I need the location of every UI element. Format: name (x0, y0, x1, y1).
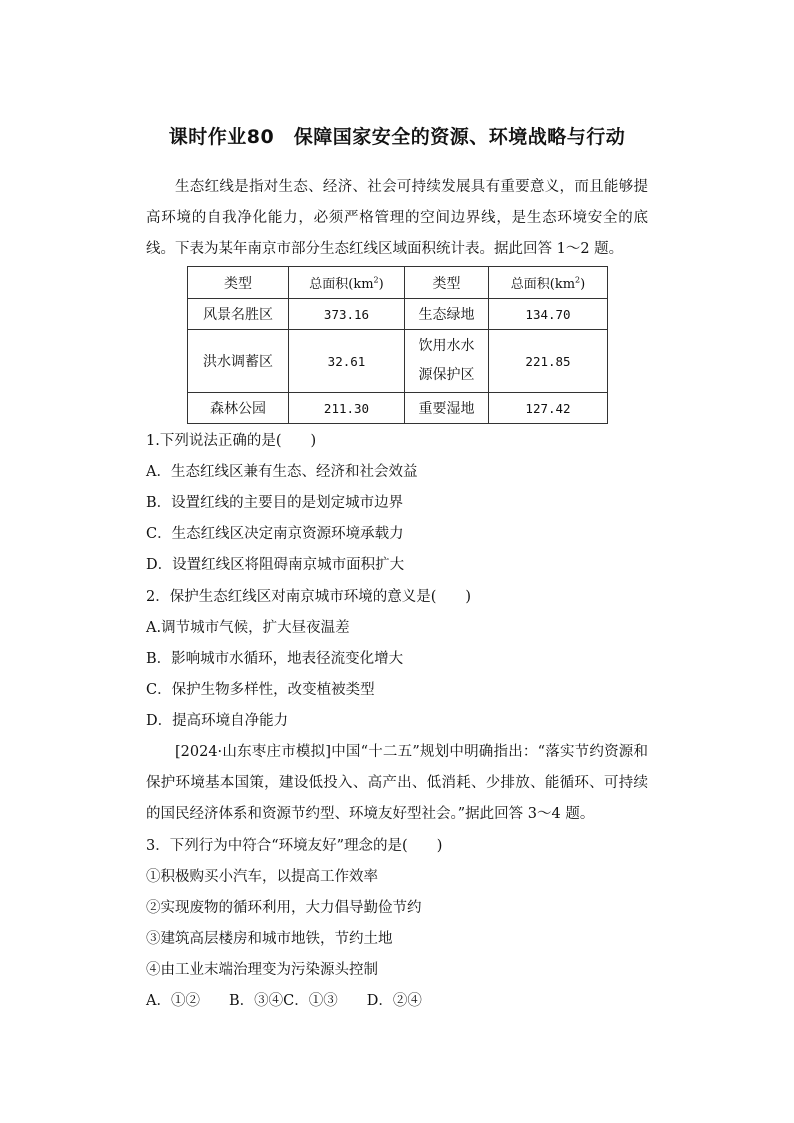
table-cell: 134.70 (489, 299, 608, 330)
question-2-option-d: D．提高环境自净能力 (146, 713, 289, 729)
question-2-option-b: B．影响城市水循环，地表径流变化增大 (146, 651, 404, 667)
question-1-stem: 1.下列说法正确的是( ) (146, 433, 317, 449)
table-cell: 洪水调蓄区 (188, 330, 289, 393)
table-header-label: 总面积$(km^2)$ (510, 275, 586, 292)
question-3-item-1: ①积极购买小汽车，以提高工作效率 (146, 869, 378, 885)
question-3-item-2: ②实现废物的循环利用，大力倡导勤俭节约 (146, 900, 422, 916)
area-statistics-table (187, 266, 608, 424)
question-2-stem: 2．保护生态红线区对南京城市环境的意义是( ) (146, 589, 472, 605)
table-cell: 32.61 (289, 330, 405, 393)
table-cell: 重要湿地 (405, 393, 489, 424)
table-cell-line: 饮用水水 (418, 338, 475, 354)
question-1-option-c: C．生态红线区决定南京资源环境承载力 (146, 526, 404, 542)
table-cell: 森林公园 (188, 393, 289, 424)
table-row (188, 393, 608, 424)
table-header-row (188, 267, 608, 299)
table-cell: 373.16 (289, 299, 405, 330)
table-row (188, 299, 608, 330)
question-2-option-c: C．保护生物多样性，改变植被类型 (146, 682, 375, 698)
table-cell: 211.30 (289, 393, 405, 424)
question-1-option-a: A．生态红线区兼有生态、经济和社会效益 (146, 464, 418, 480)
table-cell (405, 330, 489, 393)
table-cell: 风景名胜区 (188, 299, 289, 330)
table-header-cell (489, 267, 608, 299)
table-cell: 127.42 (489, 393, 608, 424)
table-cell: 221.85 (489, 330, 608, 393)
table-header-cell: 类型 (188, 267, 289, 299)
table-header-cell (289, 267, 405, 299)
table-header-label: 总面积$(km^2)$ (309, 275, 384, 292)
page-title: 课时作业80 保障国家安全的资源、环境战略与行动 (168, 126, 626, 148)
question-3-item-3: ③建筑高层楼房和城市地铁，节约土地 (146, 931, 393, 947)
table-cell: 生态绿地 (405, 299, 489, 330)
table-row (188, 330, 608, 393)
intro-paragraph-2: [2024·山东枣庄市模拟]中国“十二五”规划中明确指出：“落实节约资源和保护环境基本国策，建设低投入、高产出、低消耗、少排放、能循环、可持续的国民经济体系和资源节约型、环境友好型社会。”据此回答 3～4 题。 (146, 744, 648, 822)
question-1-option-d: D．设置红线区将阻碍南京城市面积扩大 (146, 557, 405, 573)
intro-paragraph: 生态红线是指对生态、经济、社会可持续发展具有重要意义，而且能够提高环境的自我净化能力，必须严格管理的空间边界线，是生态环境安全的底线。下表为某年南京市部分生态红线区域面积统计表。据此回答 1～2 题。 (146, 179, 648, 257)
table-cell-line: 源保护区 (418, 367, 475, 383)
table-header-cell: 类型 (405, 267, 489, 299)
question-3-choices: A．①② B．③④C．①③ D．②④ (146, 993, 422, 1009)
question-3-item-4: ④由工业末端治理变为污染源头控制 (146, 962, 378, 978)
question-2-option-a: A.调节城市气候，扩大昼夜温差 (146, 620, 350, 636)
question-3-stem: 3．下列行为中符合“环境友好”理念的是( ) (146, 838, 443, 854)
question-1-option-b: B．设置红线的主要目的是划定城市边界 (146, 495, 404, 511)
